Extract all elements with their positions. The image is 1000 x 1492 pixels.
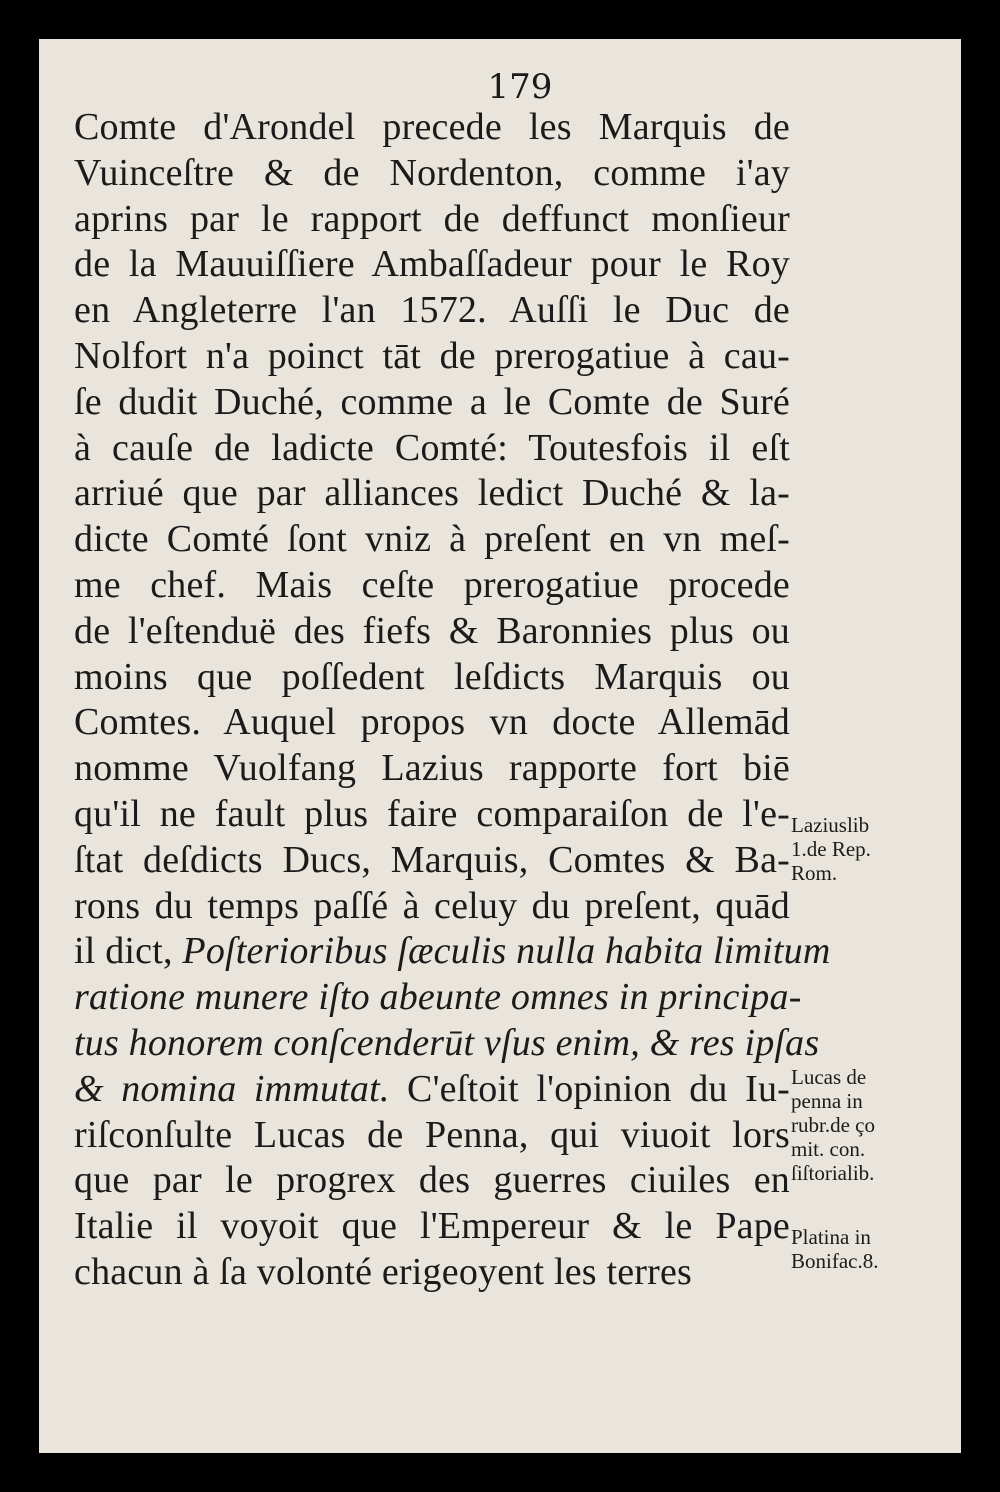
latin-quotation: Poſterioribus ſæculis nulla habita limitum: [182, 930, 831, 973]
page-number: 179: [487, 67, 553, 107]
text-segment: Comtes. Auquel propos vn docte Allemād: [74, 701, 790, 744]
text-segment: Italie il voyoit que l'Empereur & le Pape: [74, 1205, 790, 1248]
text-line: [74, 517, 790, 563]
text-line: [74, 1021, 820, 1067]
text-segment: moins que poſſedent leſdicts Marquis ou: [74, 655, 790, 698]
latin-quotation: ratione munere iſto abeunte omnes in principa-: [74, 976, 802, 1019]
text-line: [74, 838, 790, 884]
text-line: [74, 151, 790, 197]
text-segment: qu'il ne fault plus faire comparaiſon de l'e-: [74, 792, 790, 835]
text-line: [74, 288, 790, 334]
text-segment: Nolfort n'a poinct tāt de prerogatiue à cau-: [74, 334, 790, 377]
text-segment: ſtat deſdicts Ducs, Marquis, Comtes & Ba-: [74, 838, 790, 881]
margin-note: [791, 1065, 875, 1185]
text-line: [74, 1204, 790, 1250]
margin-note-line: ſiſtorialib.: [791, 1161, 875, 1185]
text-segment: ſe dudit Duché, comme a le Comte de Suré: [74, 380, 790, 423]
text-segment: à cauſe de ladicte Comté: Toutesfois il eſt: [74, 426, 790, 469]
text-line: [74, 563, 790, 609]
text-line: [74, 929, 831, 975]
text-segment: aprins par le rapport de deffunct monſieur: [74, 197, 790, 240]
text-segment: chacun à ſa volonté erigeoyent les terres: [74, 1250, 693, 1293]
text-segment: que par le progrex des guerres ciuiles en: [74, 1159, 790, 1202]
text-line: [74, 975, 802, 1021]
text-segment: rons du temps paſſé à celuy du preſent, quād: [74, 884, 790, 927]
text-segment: nomme Vuolfang Lazius rapporte fort biē: [74, 747, 790, 790]
text-segment: Vuinceſtre & de Nordenton, comme i'ay: [74, 151, 790, 194]
text-line: [74, 1113, 790, 1159]
text-segment: il dict,: [74, 930, 183, 973]
margin-note-line: Platina in: [791, 1225, 871, 1249]
margin-note-line: penna in: [791, 1089, 863, 1113]
margin-note-line: Lucas de: [791, 1065, 867, 1089]
text-segment: dicte Comté ſont vniz à preſent en vn meſ-: [74, 518, 790, 561]
book-page: [39, 39, 961, 1453]
text-line: [74, 426, 790, 472]
text-line: [74, 884, 790, 930]
text-line: [74, 471, 790, 517]
text-segment: C'eſtoit l'opinion du Iu-: [389, 1067, 790, 1110]
margin-note-line: mit. con.: [791, 1137, 866, 1161]
latin-quotation: tus honorem conſcenderūt vſus enim, & res ipſas: [74, 1021, 820, 1064]
text-line: [74, 380, 790, 426]
text-segment: de l'eſtenduë des fiefs & Baronnies plus ou: [74, 609, 790, 652]
text-segment: en Angleterre l'an 1572. Auſſi le Duc de: [74, 289, 790, 332]
text-line: [74, 746, 790, 792]
margin-note-line: Rom.: [791, 861, 838, 885]
text-line: [74, 105, 790, 151]
text-line: [74, 700, 790, 746]
margin-note-line: Laziuslib: [791, 813, 870, 837]
margin-note-line: Bonifac.8.: [791, 1249, 879, 1273]
text-segment: riſconſulte Lucas de Penna, qui viuoit lors: [74, 1113, 790, 1156]
text-line: [74, 334, 790, 380]
margin-note: [791, 813, 871, 885]
text-line: [74, 792, 790, 838]
text-line: [74, 197, 790, 243]
margin-note-line: 1.de Rep.: [791, 837, 871, 861]
text-line: [74, 655, 790, 701]
text-line: [74, 1067, 790, 1113]
latin-quotation: & nomina immutat.: [74, 1067, 390, 1110]
text-segment: arriué que par alliances ledict Duché & la-: [74, 472, 790, 515]
margin-note: [791, 1225, 878, 1273]
text-segment: de la Mauuiſſiere Ambaſſadeur pour le Roy: [74, 243, 790, 286]
text-segment: me chef. Mais ceſte prerogatiue procede: [74, 563, 790, 606]
text-segment: Comte d'Arondel precede les Marquis de: [74, 106, 790, 148]
text-line: [74, 242, 790, 288]
margin-note-line: rubr.de ço: [791, 1113, 875, 1137]
text-line: [74, 1158, 790, 1204]
text-line: [74, 1250, 790, 1296]
text-line: [74, 609, 790, 655]
